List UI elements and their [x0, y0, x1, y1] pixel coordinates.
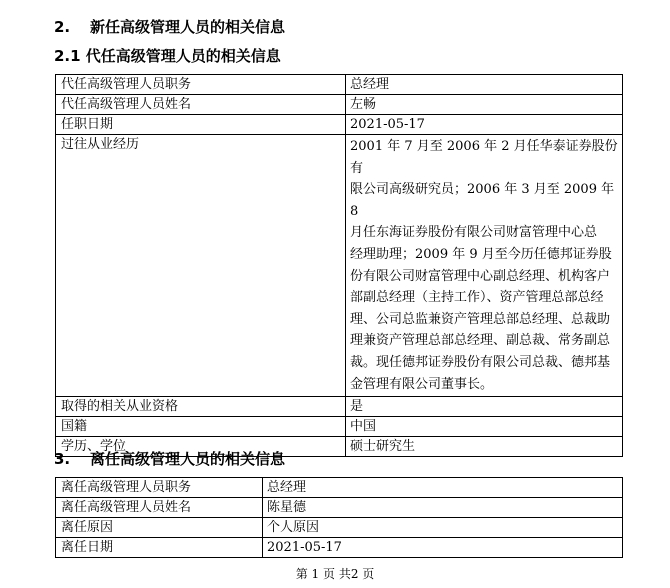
row-label: 代任高级管理人员姓名 [56, 95, 346, 115]
row-value: 硕士研究生 [346, 437, 623, 457]
experience-line: 理、公司总监兼资产管理总部总经理、总裁助 [350, 311, 611, 327]
experience-line: 部副总经理（主持工作）、资产管理总部总经 [350, 290, 604, 306]
experience-line: 金管理有限公司董事长。 [350, 376, 494, 392]
work-experience-value [346, 135, 623, 397]
section-2-heading [54, 16, 285, 37]
section-3-number: 3. [54, 450, 71, 468]
section-2-title: 新任高级管理人员的相关信息 [90, 18, 286, 36]
section-2-number: 2. [54, 18, 71, 36]
table-row [56, 75, 623, 95]
row-label: 取得的相关从业资格 [56, 397, 346, 417]
row-label: 离任原因 [56, 518, 263, 538]
experience-line: 理兼资产管理总部总经理、副总裁、常务副总 [350, 333, 611, 349]
row-label: 代任高级管理人员职务 [56, 75, 346, 95]
departing-manager-table [55, 477, 623, 558]
row-label: 过往从业经历 [56, 135, 346, 397]
table-row [56, 397, 623, 417]
row-label: 国籍 [56, 417, 346, 437]
acting-manager-table [55, 74, 623, 457]
table-row [56, 518, 623, 538]
section-3-heading [54, 448, 285, 469]
experience-line: 经理助理；2009 年 9 月至今历任德邦证券股 [350, 246, 612, 262]
row-label: 离任高级管理人员姓名 [56, 498, 263, 518]
row-value: 总经理 [346, 75, 623, 95]
page-footer: 第 1 页 共2 页 [295, 567, 375, 581]
table-row [56, 538, 623, 558]
experience-line: 限公司高级研究员；2006 年 3 月至 2009 年 8 [350, 182, 615, 219]
row-label: 离任高级管理人员职务 [56, 478, 263, 498]
section-2-1-heading: 2.1 代任高级管理人员的相关信息 [54, 47, 281, 65]
table-row [56, 95, 623, 115]
row-value: 个人原因 [263, 518, 623, 538]
experience-line: 2001 年 7 月至 2006 年 2 月任华泰证券股份有 [350, 139, 618, 176]
experience-line: 裁。现任德邦证券股份有限公司总裁、德邦基 [350, 354, 611, 370]
row-value: 中国 [346, 417, 623, 437]
experience-line: 份有限公司财富管理中心副总经理、机构客户 [350, 268, 611, 284]
row-label: 学历、学位 [56, 437, 346, 457]
table-row [56, 498, 623, 518]
section-3-title: 离任高级管理人员的相关信息 [90, 450, 286, 468]
row-label: 离任日期 [56, 538, 263, 558]
row-value: 是 [346, 397, 623, 417]
row-value: 总经理 [263, 478, 623, 498]
row-value: 2021-05-17 [263, 538, 623, 558]
experience-line: 月任东海证券股份有限公司财富管理中心总 [350, 225, 598, 241]
table-row [56, 115, 623, 135]
table-row [56, 478, 623, 498]
table-row [56, 135, 623, 397]
row-value: 左畅 [346, 95, 623, 115]
row-label: 任职日期 [56, 115, 346, 135]
table-row [56, 417, 623, 437]
row-value: 2021-05-17 [346, 115, 623, 135]
row-value: 陈星德 [263, 498, 623, 518]
